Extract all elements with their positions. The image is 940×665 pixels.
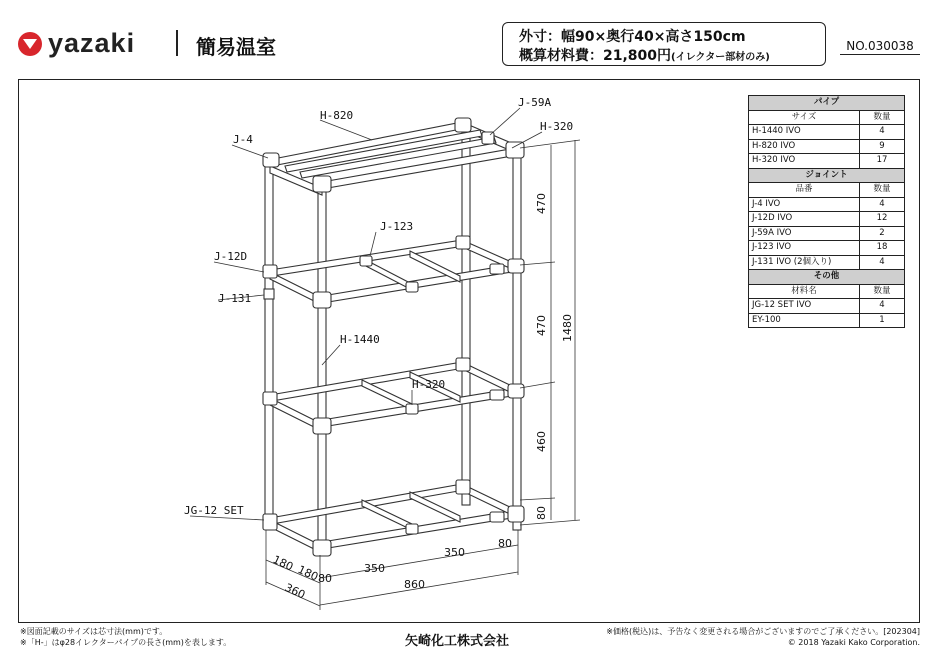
table-row: J-4 IVO 4 xyxy=(749,197,905,212)
copyright: © 2018 Yazaki Kako Corporation. xyxy=(787,638,920,647)
dim-180a: 180 xyxy=(270,552,296,574)
other-col-qty: 数量 xyxy=(860,284,905,299)
other-section-title: その他 xyxy=(749,270,905,285)
spec-price: 概算材料費：21,800円 xyxy=(519,48,672,64)
spec-price-note: (イレクター部材のみ) xyxy=(671,52,770,63)
dim-470-mid: 470 xyxy=(535,315,548,336)
dim-80b: 80 xyxy=(498,537,512,550)
label-j4: J-4 xyxy=(233,133,253,146)
joint-section-title: ジョイント xyxy=(749,168,905,183)
page-title: 簡易温室 xyxy=(196,35,276,59)
table-row: JG-12 SET IVO 4 xyxy=(749,299,905,314)
leader-lines xyxy=(190,108,542,520)
label-j59a: J-59A xyxy=(518,96,552,109)
table-row: J-131 IVO (2個入り) 4 xyxy=(749,255,905,270)
post-front-left xyxy=(265,165,273,527)
joint-col-part: 品番 xyxy=(749,183,860,198)
post-back-right xyxy=(513,150,521,530)
table-row: J-123 IVO 18 xyxy=(749,241,905,256)
table-row: H-820 IVO 9 xyxy=(749,139,905,154)
rack-posts xyxy=(265,125,521,550)
label-h320-top: H-320 xyxy=(540,120,574,133)
dim-350a: 350 xyxy=(364,562,385,575)
label-h320-mid: H-320 xyxy=(412,378,446,391)
table-row: H-320 IVO 17 xyxy=(749,154,905,169)
shelf-2 xyxy=(263,236,524,308)
label-jg12: JG-12 SET xyxy=(184,504,244,517)
dim-470-top: 470 xyxy=(535,193,548,214)
footer-notes xyxy=(20,626,231,648)
post-back-left xyxy=(462,125,470,505)
footer-note-2: ※「H-」はφ28イレクターパイプの長さ(mm)を表します。 xyxy=(20,638,232,647)
dim-80a: 80 xyxy=(318,572,332,585)
spec-size: 外寸：幅90×奥行40×高さ150cm xyxy=(519,29,746,45)
footer-note-1: ※図面記載のサイズは芯寸法(mm)です。 xyxy=(20,627,168,636)
price-note: ※価格(税込)は、予告なく変更される場合がございますのでご了承ください。[202304] xyxy=(606,627,920,636)
dim-460: 460 xyxy=(535,431,548,452)
label-h1440: H-1440 xyxy=(340,333,380,346)
table-row: J-59A IVO 2 xyxy=(749,226,905,241)
shelf-3 xyxy=(263,358,524,434)
dim-180b: 180 xyxy=(295,562,321,584)
dim-80-right: 80 xyxy=(535,506,548,520)
document-number: NO.030038 xyxy=(840,39,920,55)
other-col-material: 材料名 xyxy=(749,284,860,299)
dim-350b: 350 xyxy=(444,546,465,559)
table-row: J-12D IVO 12 xyxy=(749,212,905,227)
company-name: 矢崎化工株式会社 xyxy=(405,634,510,649)
post-front-right xyxy=(318,188,326,550)
shelf-bottom xyxy=(263,480,524,556)
label-j123: J-123 xyxy=(380,220,414,233)
dim-360: 360 xyxy=(282,580,308,602)
label-j131: J-131 xyxy=(218,292,252,305)
shelf-top xyxy=(263,118,524,195)
dim-860: 860 xyxy=(404,578,425,591)
table-row: EY-100 1 xyxy=(749,313,905,328)
pipe-col-size: サイズ xyxy=(749,110,860,125)
label-h820: H-820 xyxy=(320,109,354,122)
dim-1480: 1480 xyxy=(561,314,574,342)
footer-right xyxy=(606,626,920,648)
pipe-col-qty: 数量 xyxy=(860,110,905,125)
label-j12d: J-12D xyxy=(214,250,248,263)
table-row: H-1440 IVO 4 xyxy=(749,125,905,140)
parts-table xyxy=(748,95,905,328)
logo-text: yazaki xyxy=(48,28,136,58)
joint-col-qty: 数量 xyxy=(860,183,905,198)
pipe-section-title: パイプ xyxy=(749,96,905,111)
